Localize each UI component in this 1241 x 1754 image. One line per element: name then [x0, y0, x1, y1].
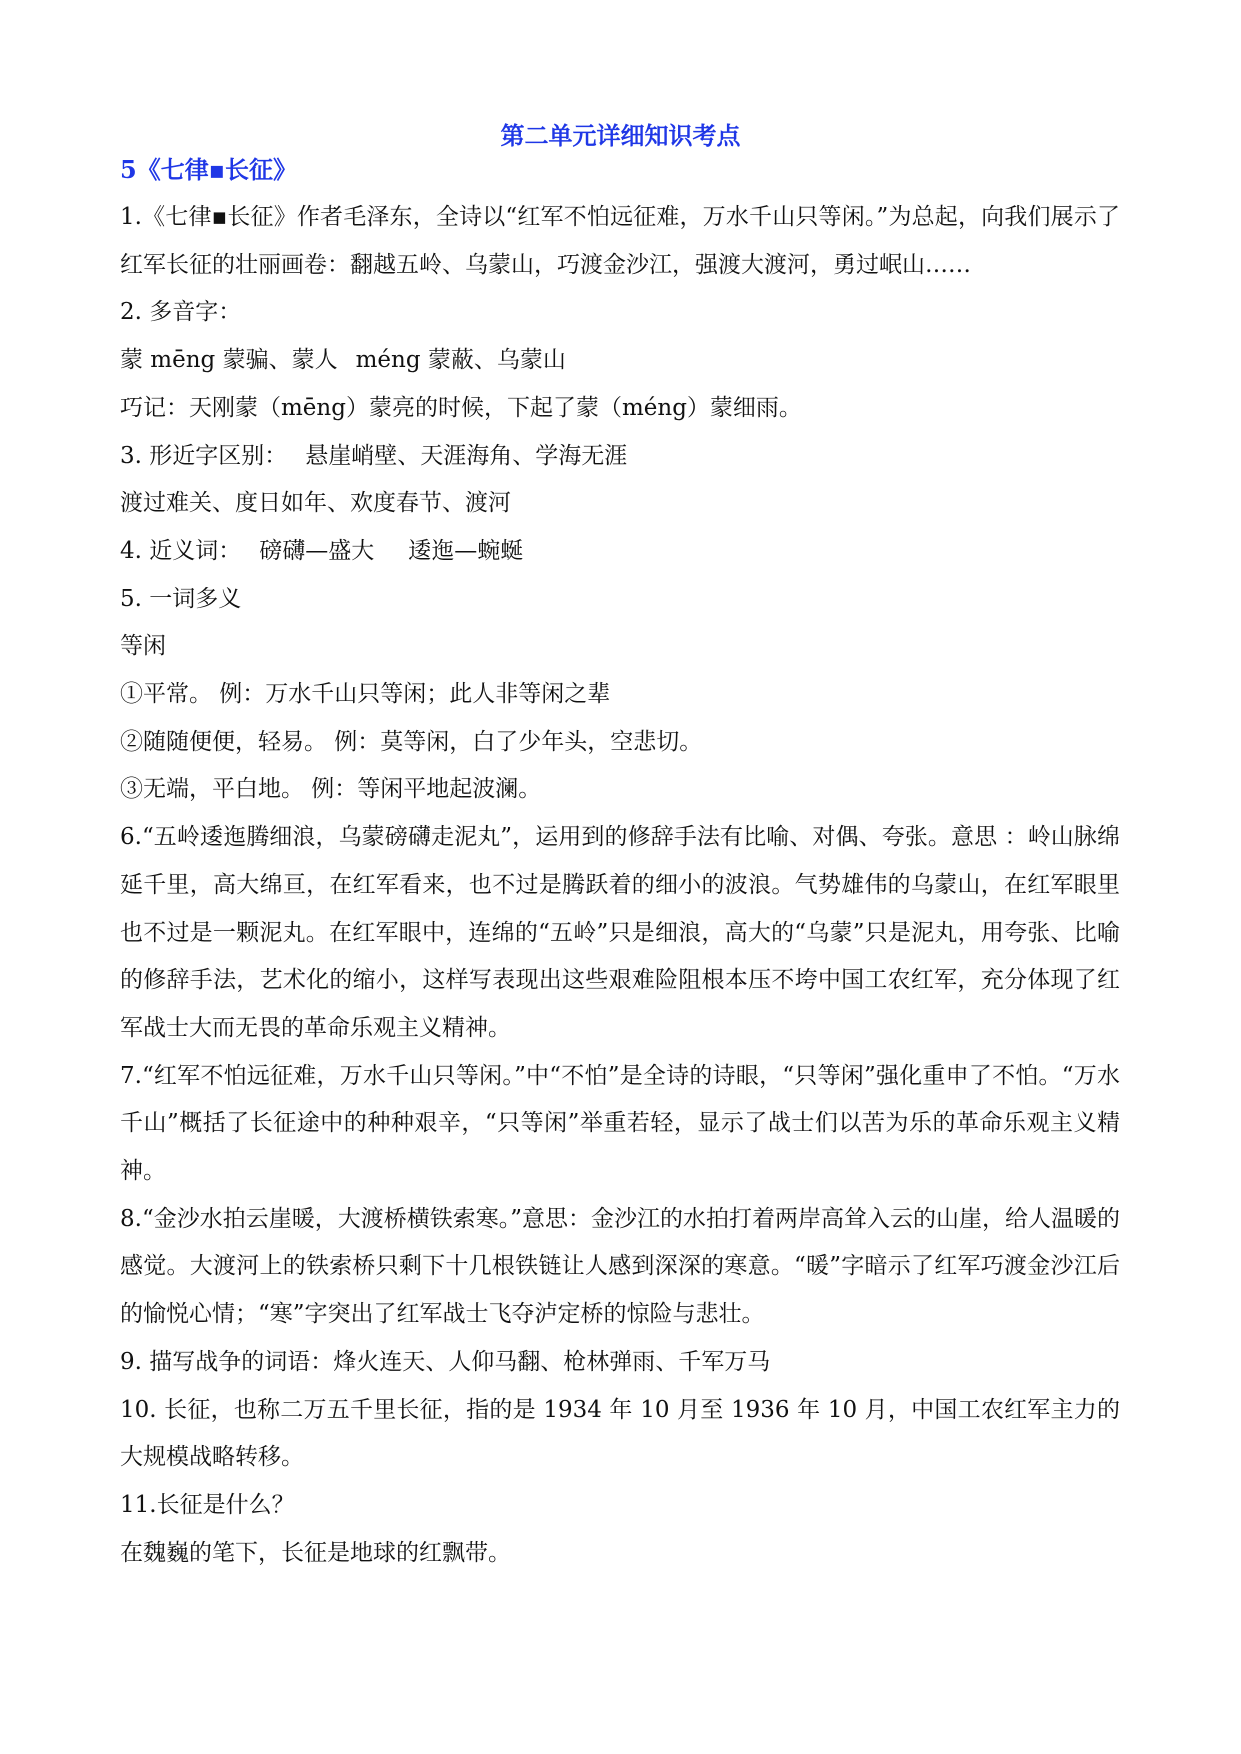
item-3-label: 3. 形近字区别：: [120, 442, 288, 469]
item-11-question: 11.长征是什么？: [120, 1491, 295, 1518]
item-9: 9. 描写战争的词语：烽火连天、人仰马翻、枪林弹雨、千军万马: [120, 1348, 771, 1375]
synonym-pair-2: 逶迤—蜿蜒: [408, 537, 524, 564]
item-11-answer: 在魏巍的笔下，长征是地球的红飘带。: [120, 1539, 511, 1566]
item-7: 7.“红军不怕远征难，万水千山只等闲。”中“不怕”是全诗的诗眼，“只等闲”强化重申了不怕。“万水千山”概括了长征途中的种种艰辛，“只等闲”举重若轻，显示了战士们以苦为乐的革命乐观主义精神。: [120, 1062, 1120, 1185]
item-3-line-2: 渡过难关、度日如年、欢度春节、渡河: [120, 490, 511, 517]
item-2-mnemonic: 巧记：天刚蒙（mēng）蒙亮的时候，下起了蒙（méng）蒙细雨。: [120, 394, 802, 421]
item-8: 8.“金沙水拍云崖暖，大渡桥横铁索寒。”意思：金沙江的水拍打着两岸高耸入云的山崖，给人温暖的感觉。大渡河上的铁索桥只剩下十几根铁链让人感到深深的寒意。“暖”字暗示了红军巧渡金沙江后的愉悦心情；“寒”字突出了红军战士飞夺泸定桥的惊险与悲壮。: [120, 1205, 1120, 1328]
item-5-sense-1: ①平常。 例：万水千山只等闲；此人非等闲之辈: [120, 681, 611, 708]
reading-meng-first: 蒙 mēng 蒙骗、蒙人: [120, 347, 338, 374]
item-10: 10. 长征，也称二万五千里长征，指的是 1934 年 10 月至 1936 年 10 月，中国工农红军主力的大规模战略转移。: [120, 1396, 1120, 1471]
item-5-word: 等闲: [120, 633, 166, 660]
reading-meng-second: méng 蒙蔽、乌蒙山: [355, 347, 566, 374]
item-2-readings: [120, 337, 1120, 385]
page-title: 第二单元详细知识考点: [500, 121, 741, 150]
item-3: [120, 433, 1120, 481]
item-2-heading: 2. 多音字：: [120, 299, 242, 326]
synonym-pair-1: 磅礴—盛大: [259, 537, 375, 564]
item-4-label: 4. 近义词：: [120, 537, 242, 564]
document-body: [120, 152, 1120, 1577]
item-6: 6.“五岭逶迤腾细浪，乌蒙磅礴走泥丸”，运用到的修辞手法有比喻、对偶、夸张。意思 ：岭山脉绵延千里，高大绵亘，在红军看来，也不过是腾跃着的细小的波浪。气势雄伟的乌蒙山，在红军眼里也不过是一颗泥丸。在红军眼中，连绵的“五岭”只是细浪，高大的“乌蒙”只是泥丸，用夸张、比喻的修辞手法，艺术化的缩小，这样写表现出这些艰难险阻根本压不垮中国工农红军，充分体现了红军战士大而无畏的革命乐观主义精神。: [120, 824, 1120, 1041]
lesson-heading: 5《七律▪长征》: [120, 155, 297, 184]
item-1: 1.《七律▪长征》作者毛泽东，全诗以“红军不怕远征难，万水千山只等闲。”为总起，向我们展示了红军长征的壮丽画卷：翻越五岭、乌蒙山，巧渡金沙江，强渡大渡河，勇过岷山……: [120, 204, 1120, 278]
item-3-words: 悬崖峭壁、天涯海角、学海无涯: [305, 442, 628, 469]
item-5-heading: 5. 一词多义: [120, 585, 242, 612]
item-4: [120, 528, 1120, 576]
item-5-sense-2: ②随随便便，轻易。 例：莫等闲，白了少年头，空悲切。: [120, 728, 703, 755]
item-5-sense-3: ③无端，平白地。 例：等闲平地起波澜。: [120, 776, 542, 803]
